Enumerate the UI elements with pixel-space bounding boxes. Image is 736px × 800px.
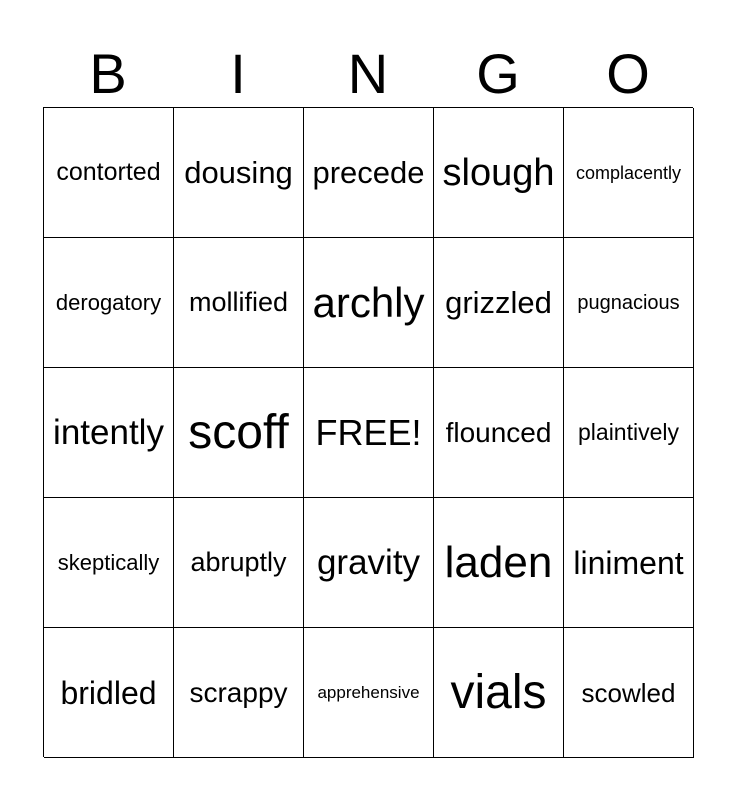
bingo-cell: bridled (44, 628, 174, 758)
bingo-cell: archly (304, 238, 434, 368)
bingo-cell: liniment (564, 498, 694, 628)
bingo-cell: skeptically (44, 498, 174, 628)
bingo-cell: plaintively (564, 368, 694, 498)
bingo-cell: pugnacious (564, 238, 694, 368)
header-letter-i: I (230, 42, 246, 105)
bingo-cell: complacently (564, 108, 694, 238)
bingo-cell: slough (434, 108, 564, 238)
bingo-cell: scoff (174, 368, 304, 498)
bingo-cell: precede (304, 108, 434, 238)
bingo-cell: gravity (304, 498, 434, 628)
bingo-cell: grizzled (434, 238, 564, 368)
bingo-grid (43, 107, 693, 757)
bingo-cell: flounced (434, 368, 564, 498)
header-letter-b: B (89, 42, 127, 105)
header-letter-n: N (347, 42, 389, 105)
bingo-cell: laden (434, 498, 564, 628)
bingo-cell: scowled (564, 628, 694, 758)
bingo-cell: scrappy (174, 628, 304, 758)
bingo-cell: FREE! (304, 368, 434, 498)
bingo-header (43, 42, 693, 106)
bingo-cell: mollified (174, 238, 304, 368)
bingo-cell: dousing (174, 108, 304, 238)
bingo-cell: abruptly (174, 498, 304, 628)
header-letter-o: O (606, 42, 650, 105)
bingo-cell: vials (434, 628, 564, 758)
bingo-cell: apprehensive (304, 628, 434, 758)
bingo-cell: derogatory (44, 238, 174, 368)
bingo-cell: intently (44, 368, 174, 498)
bingo-cell: contorted (44, 108, 174, 238)
header-letter-g: G (476, 42, 520, 105)
